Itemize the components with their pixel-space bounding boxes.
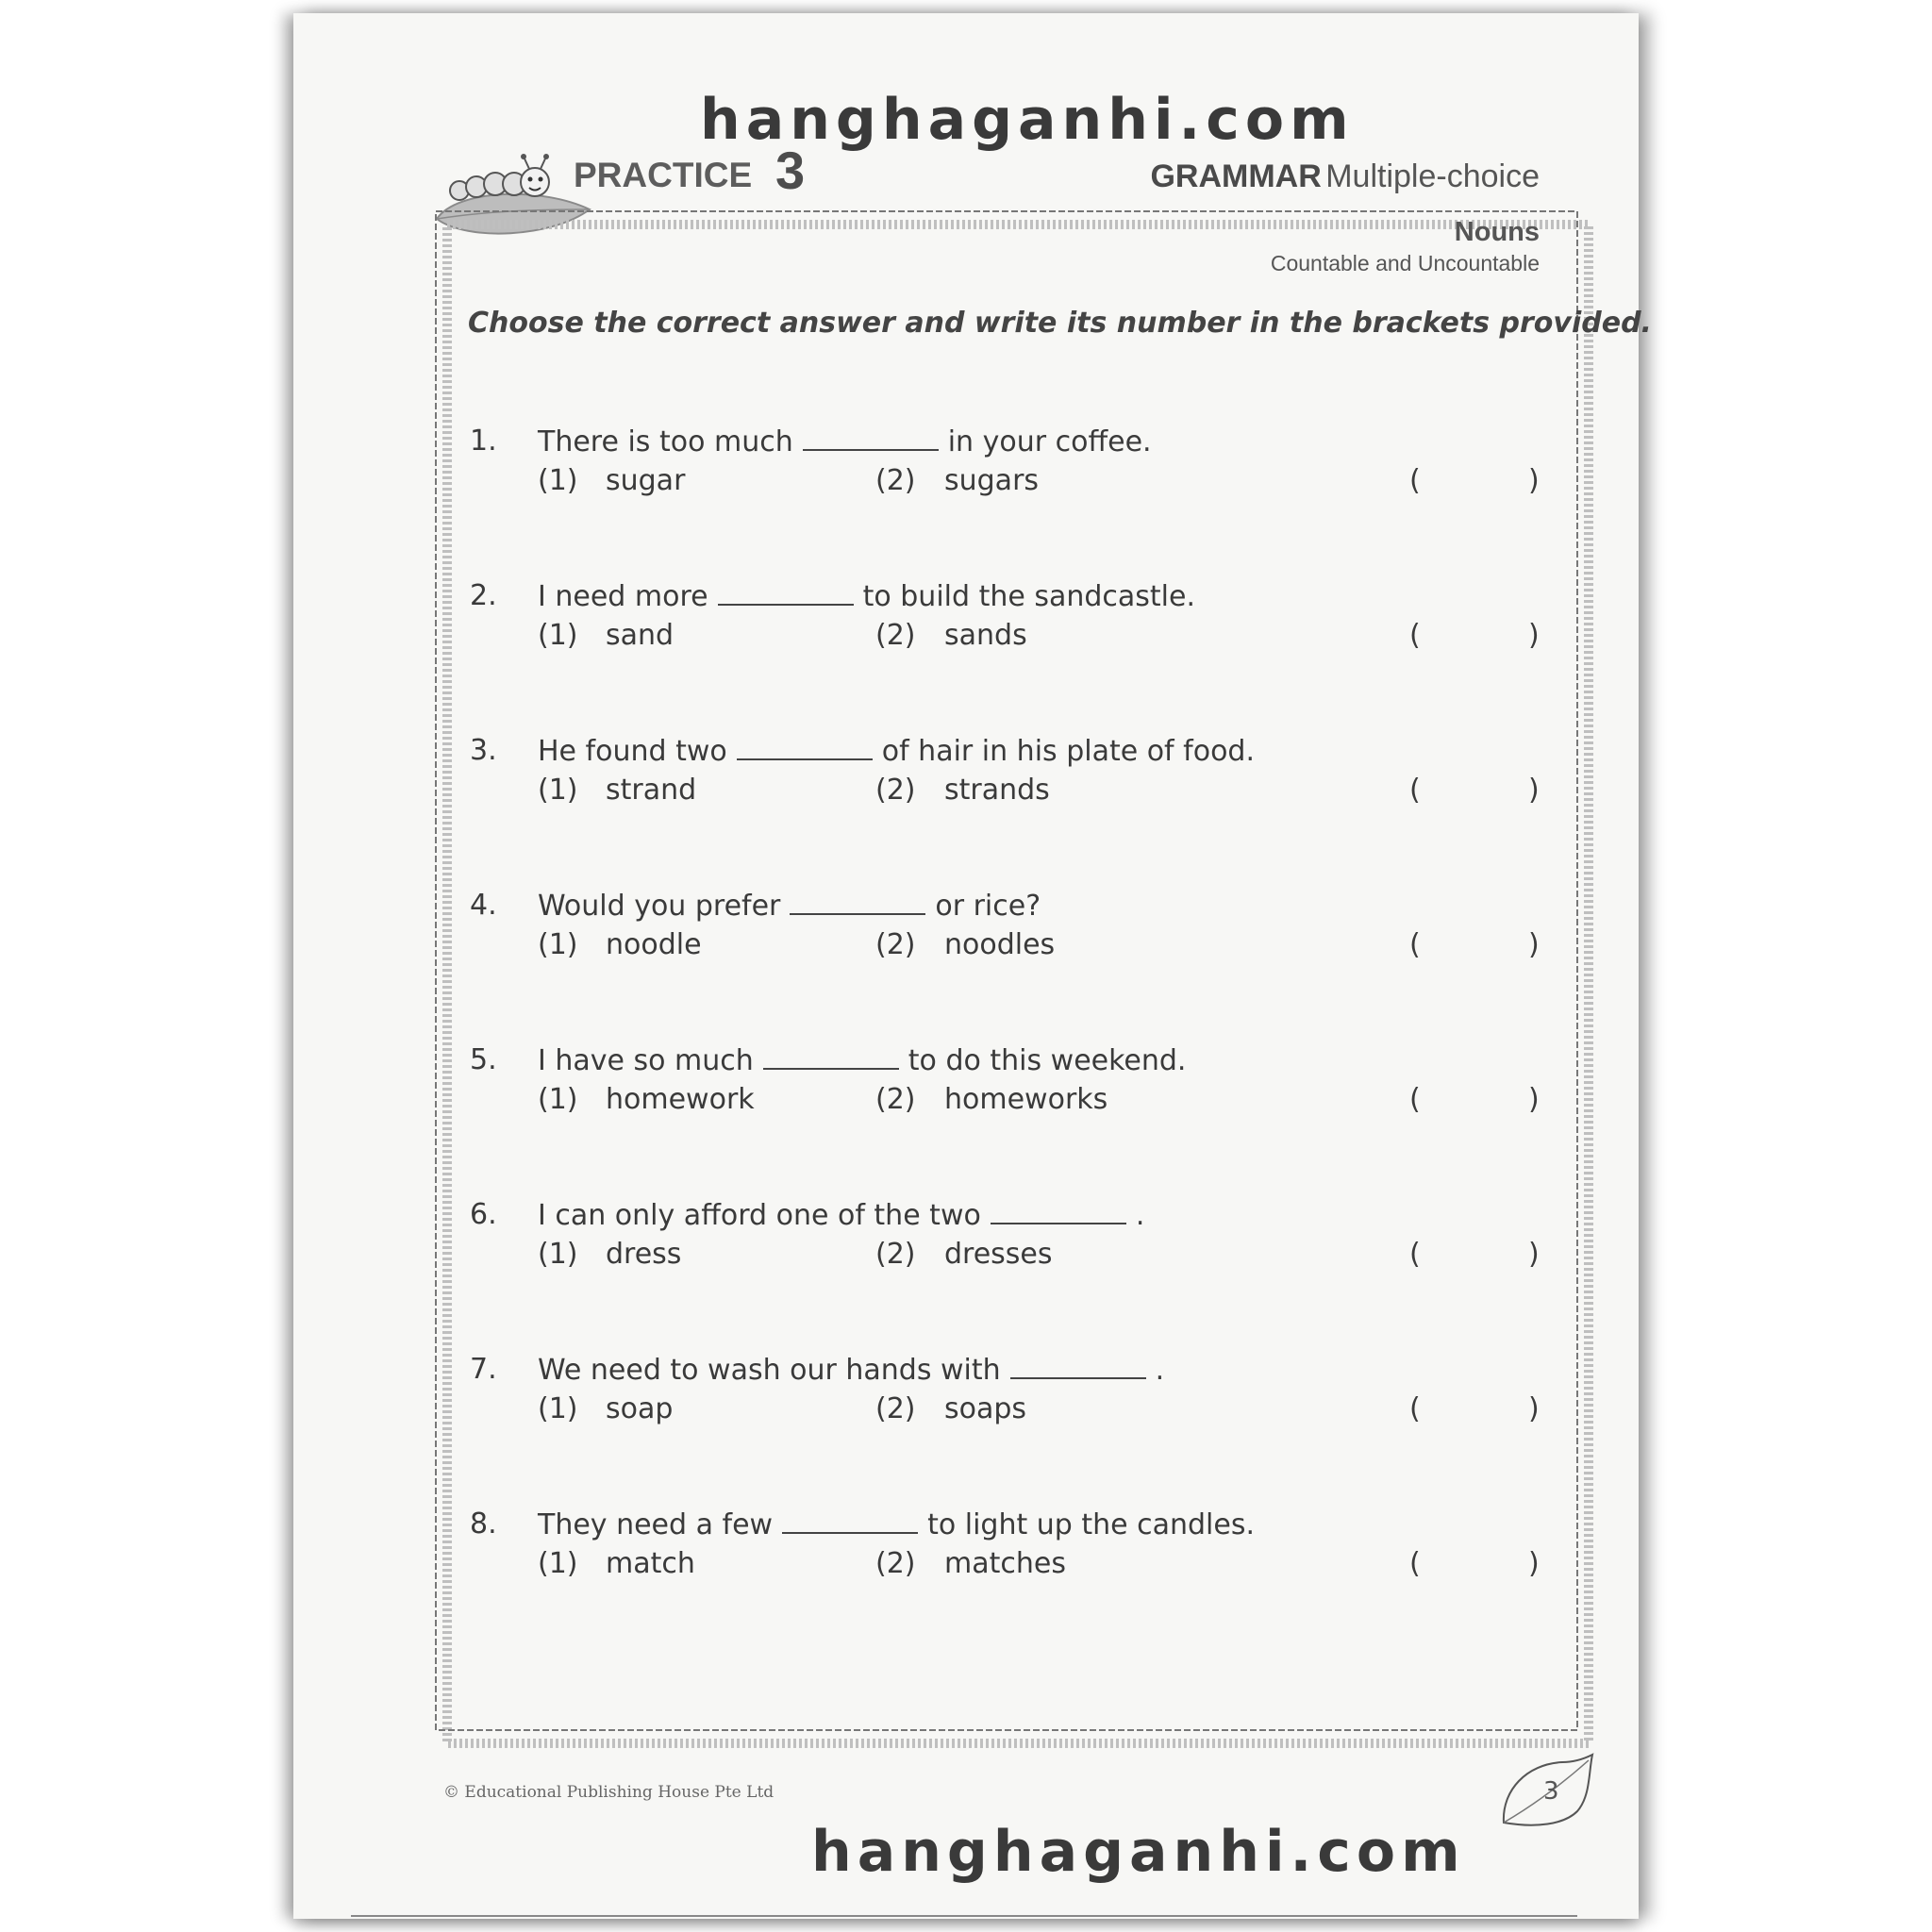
page-edge-line [351,1915,1577,1917]
option-2-number: (2) [875,928,916,961]
answer-bracket-open[interactable]: ( [1409,1238,1421,1271]
option-1-number: (1) [538,774,578,807]
answer-bracket-close[interactable]: ) [1528,928,1540,961]
option-2-number: (2) [875,619,916,652]
option-2-number: (2) [875,774,916,807]
question-item [468,579,1553,664]
question-item [468,1507,1553,1592]
question-number: 1. [470,425,497,458]
answer-bracket-open[interactable]: ( [1409,1547,1421,1580]
answer-bracket-open[interactable]: ( [1409,928,1421,961]
answer-blank[interactable] [790,889,925,915]
question-number: 6. [470,1198,497,1231]
option-1-text: sand [606,619,675,652]
watermark-bottom: hanghaganhi.com [811,1819,1466,1885]
answer-blank[interactable] [1010,1353,1146,1379]
option-2-text: sands [944,619,1027,652]
question-stem: They need a few to light up the candles. [538,1508,1256,1541]
question-item [468,1043,1553,1128]
option-2-number: (2) [875,464,916,497]
option-1-number: (1) [538,1392,578,1425]
option-1-number: (1) [538,1238,578,1271]
answer-bracket-close[interactable]: ) [1528,1547,1540,1580]
grammar-label: GRAMMAR [1150,158,1322,194]
question-stem: He found two of hair in his plate of food. [538,735,1256,768]
question-stem: I need more to build the sandcastle. [538,580,1196,613]
question-stem: I can only afford one of the two . [538,1199,1145,1232]
watermark-top: hanghaganhi.com [700,87,1355,153]
answer-bracket-close[interactable]: ) [1528,774,1540,807]
question-number: 8. [470,1507,497,1541]
answer-bracket-close[interactable]: ) [1528,1392,1540,1425]
question-stem: We need to wash our hands with . [538,1354,1165,1387]
answer-bracket-close[interactable]: ) [1528,1238,1540,1271]
instruction-text: Choose the correct answer and write its number in the brackets provided. [468,307,1652,340]
option-1-number: (1) [538,928,578,961]
topic-title: Nouns [1454,217,1540,247]
option-2-text: dresses [944,1238,1053,1271]
page-number: 3 [1543,1777,1559,1806]
answer-bracket-open[interactable]: ( [1409,1392,1421,1425]
option-2-text: homeworks [944,1083,1108,1116]
topic-subtitle: Countable and Uncountable [1270,251,1540,275]
question-number: 3. [470,734,497,767]
option-2-text: sugars [944,464,1040,497]
option-1-number: (1) [538,1547,578,1580]
option-2-number: (2) [875,1392,916,1425]
question-item [468,889,1553,974]
answer-blank[interactable] [991,1198,1126,1224]
question-item [468,1353,1553,1438]
practice-label: PRACTICE [574,156,753,194]
option-2-text: soaps [944,1392,1027,1425]
question-number: 5. [470,1043,497,1076]
copyright-notice: © Educational Publishing House Pte Ltd [443,1783,774,1802]
question-stem: Would you prefer or rice? [538,890,1041,923]
answer-bracket-close[interactable]: ) [1528,619,1540,652]
answer-blank[interactable] [763,1043,899,1070]
option-2-number: (2) [875,1547,916,1580]
question-stem: There is too much in your coffee. [538,425,1152,458]
option-1-text: dress [606,1238,682,1271]
option-2-number: (2) [875,1083,916,1116]
option-1-text: homework [606,1083,755,1116]
option-1-text: soap [606,1392,674,1425]
option-1-text: match [606,1547,695,1580]
answer-bracket-open[interactable]: ( [1409,464,1421,497]
section-heading [1150,158,1540,195]
option-2-text: strands [944,774,1050,807]
option-1-text: noodle [606,928,702,961]
answer-blank[interactable] [737,734,873,760]
answer-blank[interactable] [782,1507,918,1534]
option-1-text: sugar [606,464,686,497]
option-2-text: matches [944,1547,1066,1580]
answer-blank[interactable] [718,579,854,606]
question-type-label: Multiple-choice [1325,158,1540,194]
question-stem: I have so much to do this weekend. [538,1044,1187,1077]
option-1-number: (1) [538,1083,578,1116]
question-item [468,425,1553,509]
answer-bracket-close[interactable]: ) [1528,464,1540,497]
question-number: 7. [470,1353,497,1386]
question-item [468,734,1553,819]
option-2-text: noodles [944,928,1056,961]
question-number: 2. [470,579,497,612]
practice-number: 3 [775,141,806,200]
answer-blank[interactable] [803,425,939,451]
answer-bracket-open[interactable]: ( [1409,1083,1421,1116]
option-1-number: (1) [538,464,578,497]
question-item [468,1198,1553,1283]
answer-bracket-open[interactable]: ( [1409,619,1421,652]
option-2-number: (2) [875,1238,916,1271]
answer-bracket-open[interactable]: ( [1409,774,1421,807]
option-1-number: (1) [538,619,578,652]
answer-bracket-close[interactable]: ) [1528,1083,1540,1116]
option-1-text: strand [606,774,697,807]
question-number: 4. [470,889,497,922]
